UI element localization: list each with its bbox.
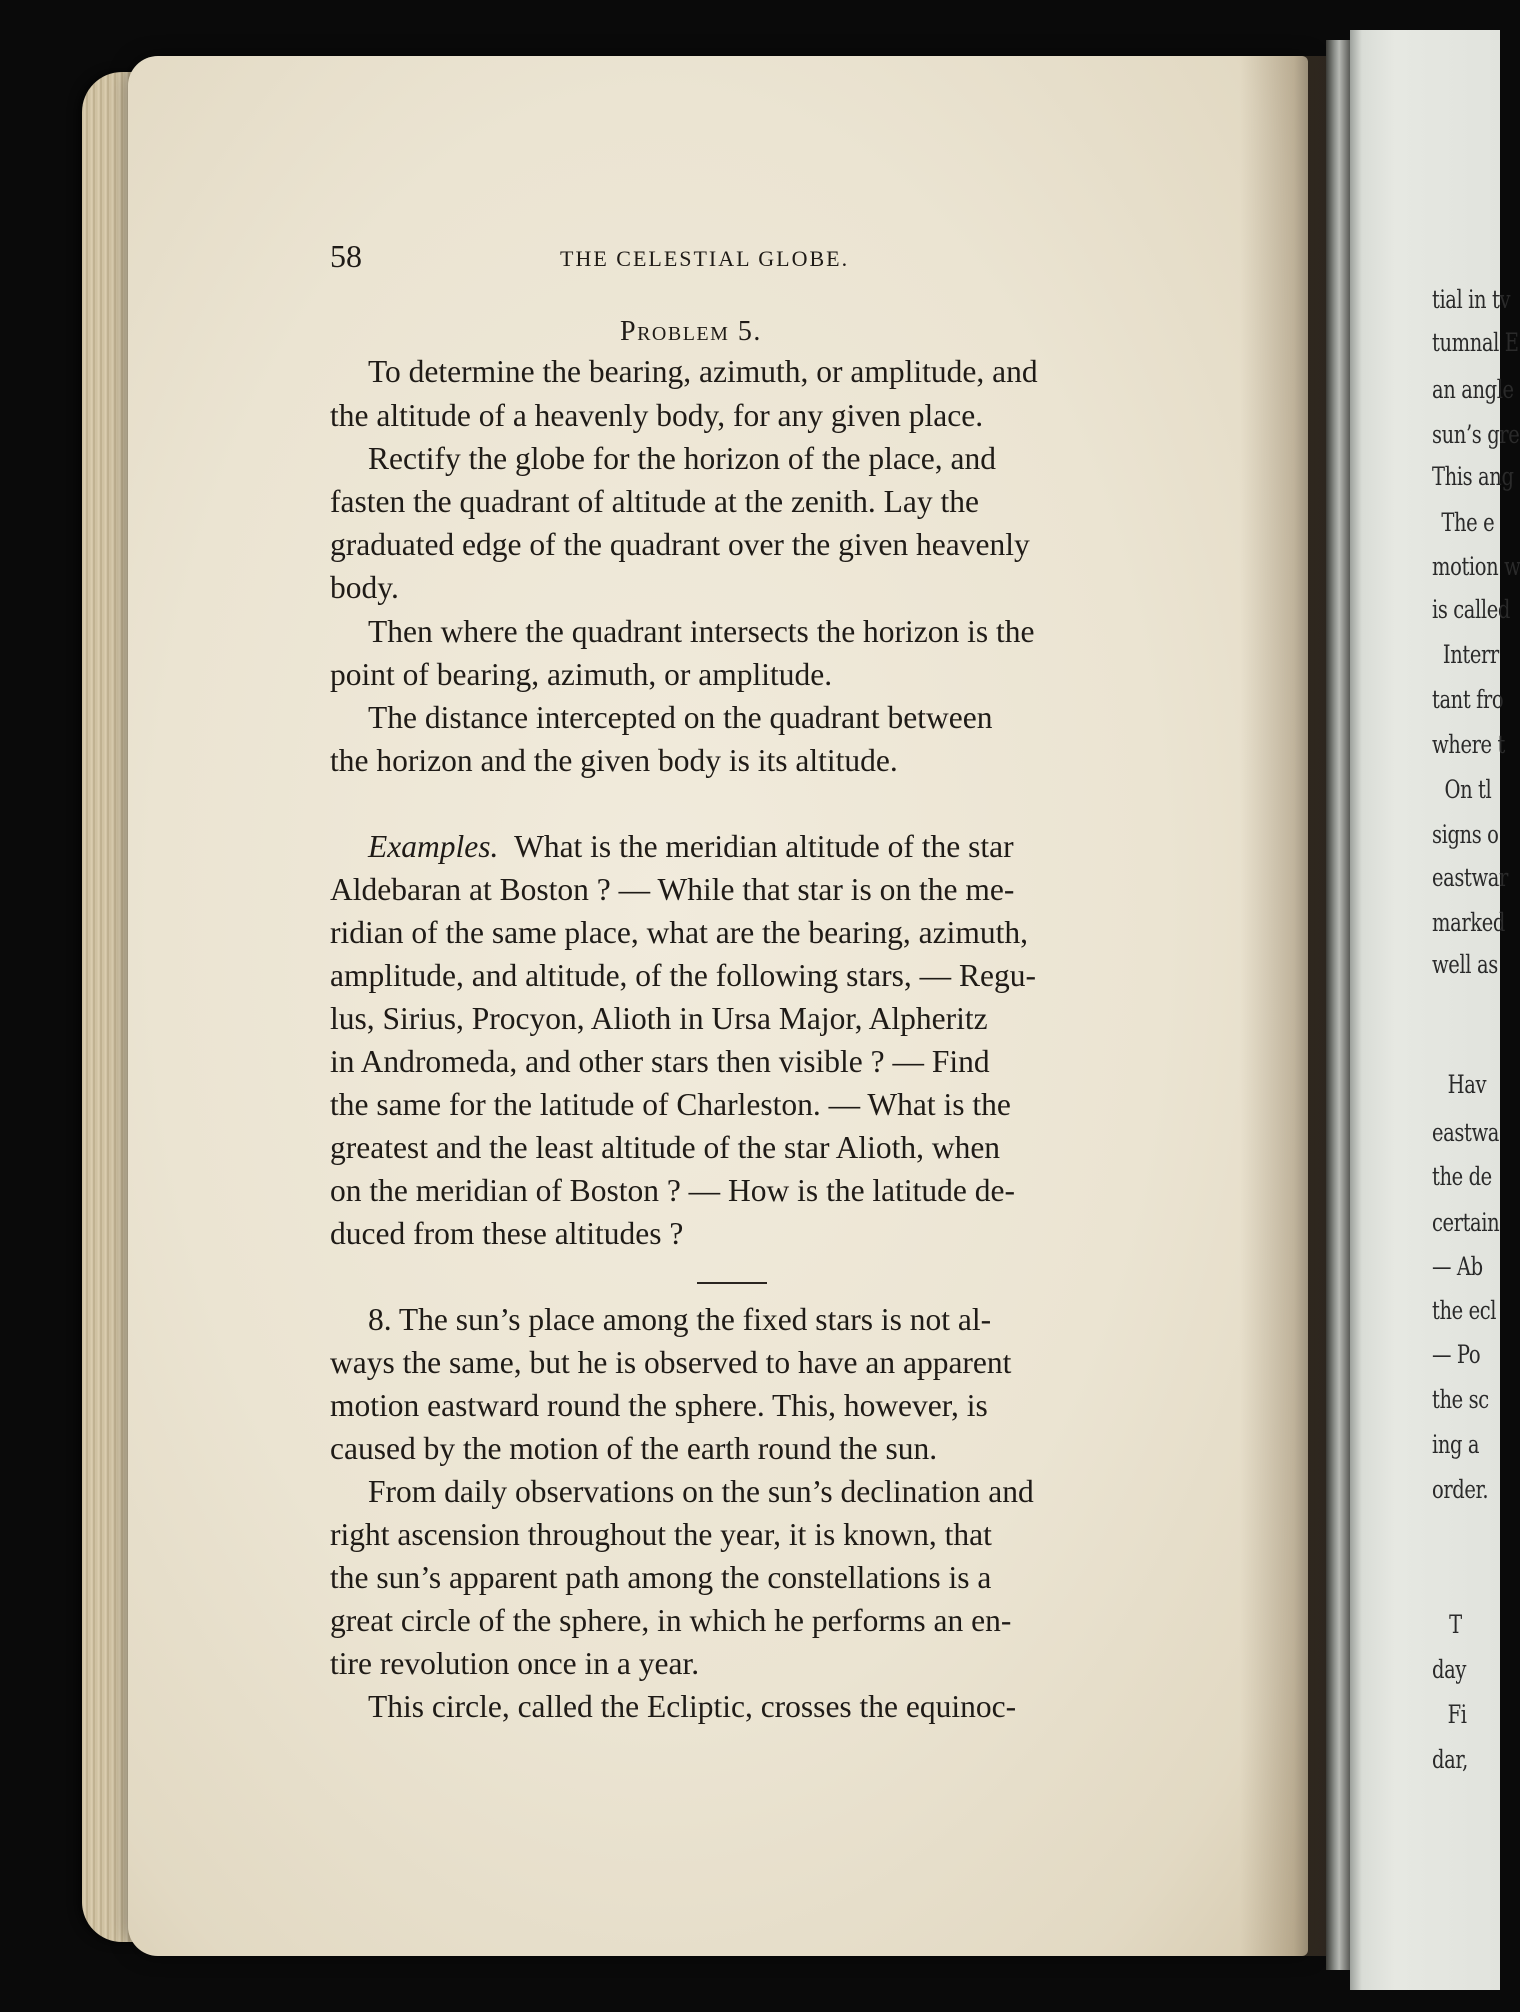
facing-fragment: sun’s gre xyxy=(1432,420,1520,449)
text-line: right ascension throughout the year, it is known, that xyxy=(330,1517,992,1552)
text-line: Then where the quadrant intersects the horizon is the xyxy=(368,614,1035,649)
text-line: the horizon and the given body is its altitude. xyxy=(330,743,898,778)
text-line: the altitude of a heavenly body, for any given place. xyxy=(330,398,984,433)
facing-fragment: Hav xyxy=(1447,1070,1487,1099)
facing-fragment: well as xyxy=(1432,950,1498,979)
page-number: 58 xyxy=(330,238,362,274)
text-line: This circle, called the Ecliptic, crosses the equinoc- xyxy=(368,1689,1017,1724)
problem-heading xyxy=(620,316,762,348)
facing-fragment: marked xyxy=(1432,908,1505,937)
facing-fragment: signs o xyxy=(1432,820,1499,849)
facing-fragment: Interr xyxy=(1442,640,1499,669)
text-line: the same for the latitude of Charleston. — What is the xyxy=(330,1087,1011,1122)
text-line: Aldebaran at Boston ? — While that star is on the me- xyxy=(330,872,1015,907)
section-divider xyxy=(697,1282,767,1284)
facing-fragment: On tl xyxy=(1444,775,1492,804)
text-line: the sun’s apparent path among the constellations is a xyxy=(330,1560,992,1595)
facing-fragment: the sc xyxy=(1432,1385,1489,1414)
text-line: ways the same, but he is observed to have an apparent xyxy=(330,1345,1012,1380)
text-line: body. xyxy=(330,570,399,605)
facing-fragment: certain xyxy=(1432,1208,1500,1237)
facing-fragment: eastwar xyxy=(1432,863,1508,892)
text-line: amplitude, and altitude, of the following stars, — Regu- xyxy=(330,958,1036,993)
text-line: great circle of the sphere, in which he performs an en- xyxy=(330,1603,1012,1638)
facing-fragment: — Po xyxy=(1432,1340,1481,1369)
facing-fragment: tant fro xyxy=(1432,685,1504,714)
facing-fragment: the ecl xyxy=(1432,1296,1497,1325)
text-line: point of bearing, azimuth, or amplitude. xyxy=(330,657,833,692)
facing-fragment: T xyxy=(1449,1610,1462,1639)
facing-fragment: eastwa xyxy=(1432,1118,1499,1147)
facing-fragment: — Ab xyxy=(1432,1252,1483,1281)
facing-fragment: an angle xyxy=(1432,375,1514,404)
problem-heading-text: Problem 5. xyxy=(620,316,762,347)
text-line: lus, Sirius, Procyon, Alioth in Ursa Major, Alpheritz xyxy=(330,1001,988,1036)
facing-fragment: is called xyxy=(1432,595,1510,624)
text-line: The distance intercepted on the quadrant between xyxy=(368,700,993,735)
text-line: duced from these altitudes ? xyxy=(330,1216,684,1251)
text-line: on the meridian of Boston ? — How is the latitude de- xyxy=(330,1173,1015,1208)
text-line: ridian of the same place, what are the bearing, azimuth, xyxy=(330,915,1028,950)
text-line: From daily observations on the sun’s declination and xyxy=(368,1474,1034,1509)
facing-fragment: order. xyxy=(1432,1475,1489,1504)
examples-first-line-text: What is the meridian altitude of the star xyxy=(514,829,1014,864)
examples-first-line xyxy=(368,831,1014,863)
facing-fragment: where t xyxy=(1432,730,1505,759)
facing-fragment: This ang xyxy=(1432,462,1514,491)
text-line: in Andromeda, and other stars then visible ? — Find xyxy=(330,1044,990,1079)
facing-fragment: the de xyxy=(1432,1162,1492,1191)
text-line: Rectify the globe for the horizon of the place, and xyxy=(368,441,997,476)
text-line: graduated edge of the quadrant over the given heavenly xyxy=(330,527,1030,562)
text-line: fasten the quadrant of altitude at the zenith. Lay the xyxy=(330,484,979,519)
facing-fragment: The e xyxy=(1441,508,1495,537)
facing-fragment: tial in tv xyxy=(1432,285,1511,314)
text-line: caused by the motion of the earth round the sun. xyxy=(330,1431,938,1466)
text-line: 8. The sun’s place among the fixed stars is not al- xyxy=(368,1302,992,1337)
running-title: THE CELESTIAL GLOBE. xyxy=(560,246,850,271)
facing-fragment: Fi xyxy=(1447,1700,1467,1729)
facing-fragment: dar, xyxy=(1432,1745,1468,1774)
facing-fragment: tumnal E xyxy=(1432,328,1519,357)
text-line: greatest and the least altitude of the star Alioth, when xyxy=(330,1130,1001,1165)
facing-fragment: ing a xyxy=(1432,1430,1480,1459)
text-line: motion eastward round the sphere. This, however, is xyxy=(330,1388,988,1423)
facing-fragment: day xyxy=(1432,1655,1466,1684)
facing-fragment: motion w xyxy=(1432,552,1520,581)
text-line: tire revolution once in a year. xyxy=(330,1646,700,1681)
examples-label: Examples. xyxy=(368,829,499,864)
text-line: To determine the bearing, azimuth, or amplitude, and xyxy=(368,354,1038,389)
